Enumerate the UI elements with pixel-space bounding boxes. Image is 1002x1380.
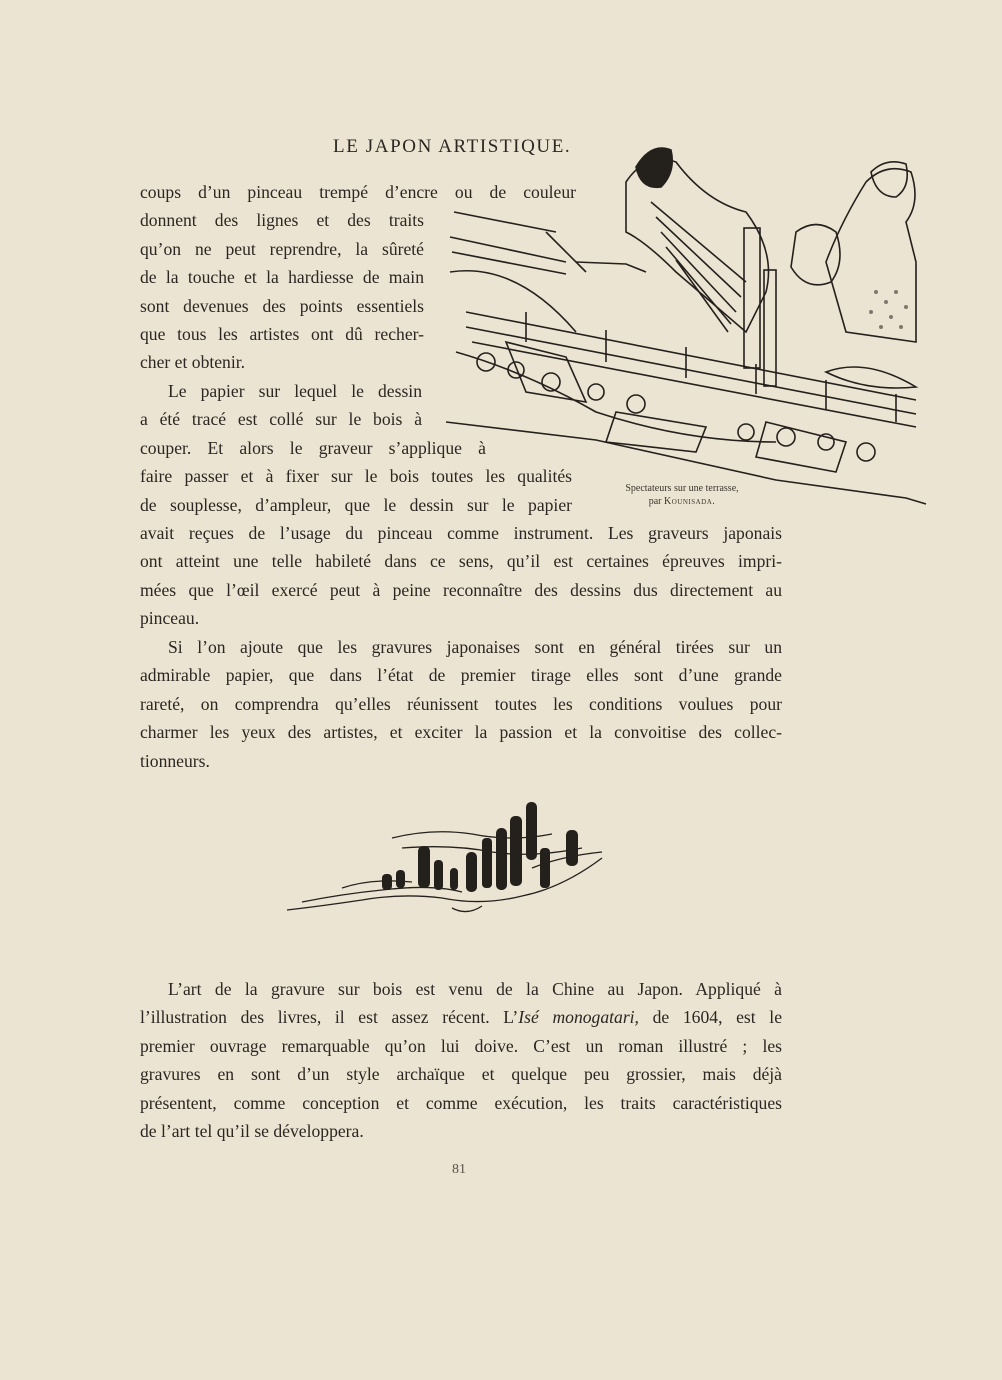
decorative-vignette	[282, 798, 622, 923]
caption-prefix: par	[648, 496, 662, 507]
paragraph-2	[140, 377, 782, 633]
text-span: l’illustration des livres, il est assez récent. L’	[140, 1007, 519, 1028]
text-line: sont devenues des points essentiels	[140, 295, 424, 316]
text-line: faire passer et à fixer sur le bois toutes les qualités	[140, 466, 572, 487]
paragraph-4	[140, 975, 782, 1145]
text-line: admirable papier, que dans l’état de premier tirage elles sont d’une grande	[140, 665, 782, 686]
text-line: rareté, on comprendra qu’elles réunissent toutes les conditions voulues pour	[140, 693, 782, 714]
text-line: cher et obtenir.	[140, 352, 246, 373]
text-line: présentent, comme conception et comme exécution, les traits caractéristiques	[140, 1092, 782, 1113]
text-line: premier ouvrage remarquable qu’on lui doive. C’est un roman illustré ; les	[140, 1035, 782, 1056]
text-line: donnent des lignes et des traits	[140, 210, 424, 231]
page-number: 81	[452, 1162, 466, 1177]
paragraph-1	[140, 178, 576, 377]
text-line: Le papier sur lequel le dessin	[168, 381, 422, 401]
text-line: mées que l’œil exercé peut à peine reconnaître des dessins dus directement au	[140, 579, 782, 600]
text-line: pinceau.	[140, 608, 200, 629]
book-title: Isé monogatari,	[518, 1007, 639, 1028]
text-line: coups d’un pinceau trempé d’encre ou de couleur	[140, 182, 576, 202]
paragraph-3	[140, 633, 782, 775]
caption-artist: Kounisada.	[664, 496, 716, 507]
text-line: Si l’on ajoute que les gravures japonaises sont en général tirées sur un	[168, 637, 782, 657]
text-line: avait reçues de l’usage du pinceau comme instrument. Les graveurs japonais	[140, 523, 782, 544]
text-span: de 1604, est le	[638, 1007, 783, 1028]
page-header: LE JAPON ARTISTIQUE.	[333, 136, 572, 157]
text-line: de souplesse, d’ampleur, que le dessin sur le papier	[140, 494, 572, 515]
text-line: a été tracé est collé sur le bois à	[140, 409, 422, 430]
text-line: charmer les yeux des artistes, et exciter la passion et la convoitise des collec-	[140, 722, 782, 743]
text-line: tionneurs.	[140, 750, 210, 771]
text-line: L’art de la gravure sur bois est venu de la Chine au Japon. Appliqué à	[168, 979, 782, 999]
caption-title: Spectateurs sur une terrasse,	[625, 483, 739, 494]
text-line: qu’on ne peut reprendre, la sûreté	[140, 238, 424, 259]
text-line: gravures en sont d’un style archaïque et quelque peu grossier, mais déjà	[140, 1064, 782, 1085]
text-line: couper. Et alors le graveur s’applique à	[140, 437, 486, 458]
text-line	[140, 1003, 782, 1031]
text-line: que tous les artistes ont dû recher-	[140, 324, 424, 345]
text-line: de la touche et la hardiesse de main	[140, 267, 424, 288]
text-line: ont atteint une telle habileté dans ce sens, qu’il est certaines épreuves impri-	[140, 551, 782, 572]
text-line: de l’art tel qu’il se développera.	[140, 1121, 364, 1142]
